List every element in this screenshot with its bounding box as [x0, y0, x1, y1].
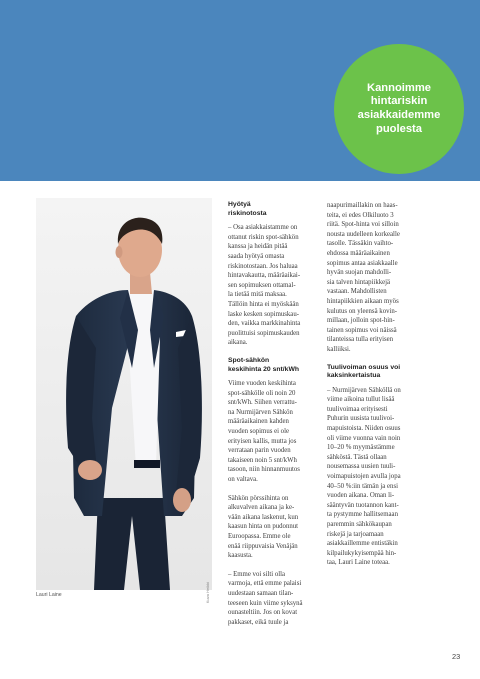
photo-credit: Kuva Heikki [205, 582, 210, 604]
paragraph: – Nurmijärven Sähköllä on viime aikoina tullut lisää tuulivoimaa erityisesti Puhurin uusista tuulivoi- mapuistoista. Niiden osuus oli viime vuonna vain noin 10–20 % myymästämme sähköstä. Tästä ollaan nousemassa uusien tuuli- voimapuistojen avulla jopa 40–50 %:iin tämän ja ensi vuoden aikana. Oman li- sääntyvän tuotannon kant- ta pystymme hallitsemaan paremmin sähkökaupan riskejä ja tarjoamaan asiakkaillemme entistäkin kilpailukykyisempää hin- taa, Lauri Laine toteaa. [327, 386, 401, 567]
text-column-2 [327, 201, 409, 577]
paragraph: – Emme voi silti olla varmoja, että emme palaisi uudestaan samaan tilan- teeseen kuin viime syksynä ounasteltiin. Jos on kovat pakkaset, eikä tuule ja [228, 570, 303, 626]
section-heading: Tuulivoiman osuus voi kaksinkertaistua [327, 363, 401, 380]
portrait-illustration [36, 198, 212, 590]
paragraph: Sähkön pörssihinta on alkuvalven aikana ja ke- vään aikana laskenut, kun kaasun hinta on pudonnut Euroopassa. Emme ole enää riippuvaisia Venäjän kaasusta. [228, 494, 299, 560]
section-heading: Hyötyä riskinotosta [228, 201, 267, 217]
pull-quote-circle [334, 44, 464, 174]
page-number: 23 [452, 652, 461, 661]
paragraph: naapurimaillakin on haas- teita, ei edes Olkiluoto 3 riitä. Spot-hinta voi silloin nousta uudelleen korkealle tasolle. Tässäkin vaihto- ehdossa määräaikainen sopimus antaa asiakkaalle hyvän suojan mahdolli- sia talven hintapiikkejä vastaan. Mahdollisten hintapiikkien aikaan myös kulutus on yleensä kovin- millaan, jolloin spot-hin- tainen sopimus voi näissä tilanteissa tulla erityisen kalliiksi. [327, 202, 400, 353]
pull-quote: Kannoimme hintariskin asiakkaidemme puolesta [357, 81, 441, 135]
text-column-1 [228, 201, 310, 636]
paragraph: Viime vuoden keskihinta spot-sähkölle oli noin 20 snt/kWh. Siihen verrattu- na Nurmijärven Sähkön määräaikainen kahden vuoden sopimus ei ole erityisen kallis, mutta jos verrataan parin vuoden takaiseen noin 5 snt/kWh tasoon, niin hinnanmuutos on valtava. [228, 380, 300, 484]
photo-caption: Lauri Laine [36, 592, 62, 598]
paragraph: – Osa asiakkaistamme on ottanut riskin spot-sähkön kanssa ja heidän pitää saada hyötyä omasta riskinotostaan. Jos haluaa hintavakautta, määräaikai- sen sopimuksen ottamal- la tietää mitä maksaa. Tällöin hinta ei myöskään laske kesken sopimuskau- den, vaikka markkinahinta puolittuisi sopimuskauden aikana. [228, 224, 301, 347]
section-heading: Spot-sähkön keskihinta 20 snt/kWh [228, 356, 300, 373]
